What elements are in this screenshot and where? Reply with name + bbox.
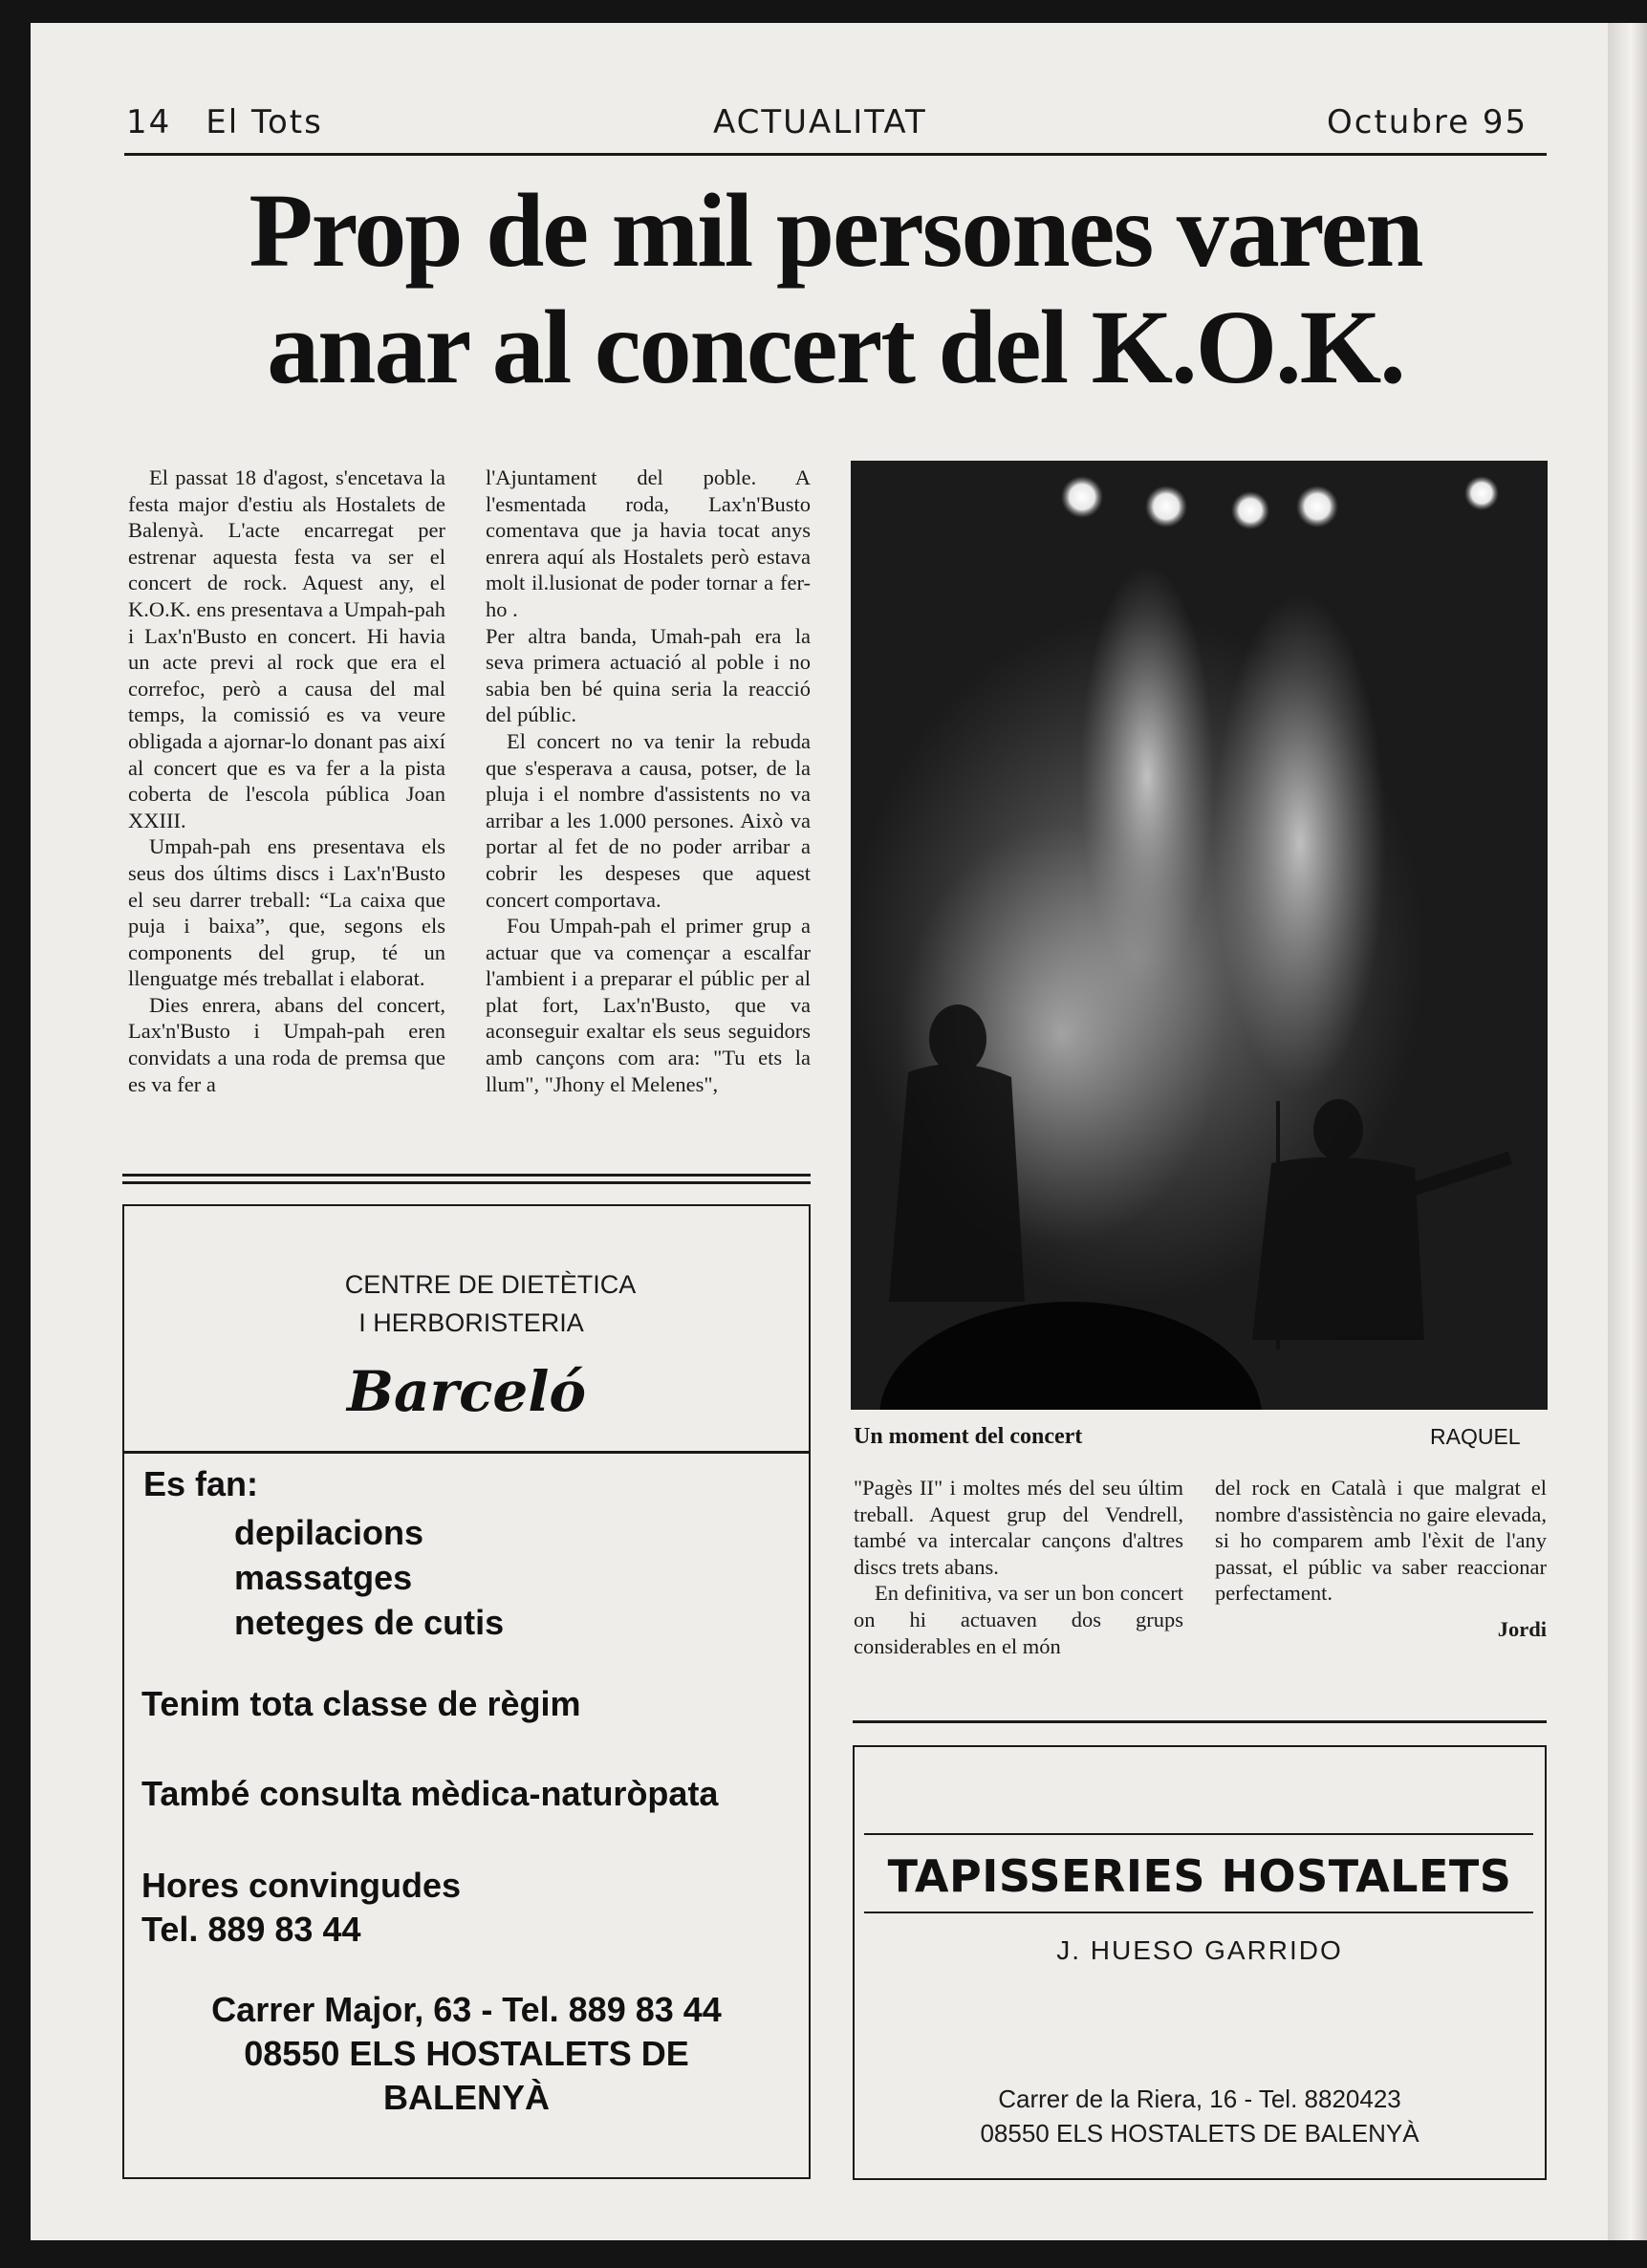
page-number: 14 [126, 103, 172, 141]
photo-credit: RAQUEL [1430, 1424, 1521, 1449]
tapisseries-advertisement [853, 1745, 1547, 2180]
issue-date: Octubre 95 [1327, 103, 1528, 141]
ad-brand-logo: Barceló [346, 1359, 587, 1424]
ad-divider [124, 1451, 809, 1454]
publication-name: El Tots [206, 103, 323, 141]
next-page-edge [1608, 23, 1647, 2240]
ad-address-line-1: Carrer de la Riera, 16 - Tel. 8820423 [998, 2084, 1401, 2113]
paragraph: En definitiva, va ser un bon concert on hi actuaven dos grups considerables en el món [854, 1581, 1183, 1658]
headline-line-2: anar al concert del K.O.K. [267, 289, 1404, 405]
paragraph: Fou Umpah-pah el primer grup a actuar que va començar a escalfar l'ambient i a preparar el públic per al plat fort, Lax'n'Busto, que va aconseguir exaltar els seus seguidors amb cançons com ara: "Tu ets la llum", "Jhony el Melenes", [486, 914, 811, 1096]
ad-service-item: massatges [234, 1558, 413, 1597]
article-headline [124, 172, 1547, 405]
article-column-4 [1215, 1475, 1547, 1643]
paragraph: El passat 18 d'agost, s'encetava la festa major d'estiu als Hostalets de Balenyà. L'acte encarregat per estrenar aquesta festa va ser el concert de rock. Aquest any, el K.O.K. ens presentava a Umpah-pah i Lax'n'Busto en concert. Hi havia un acte previ al rock que era el correfoc, però a causa del mal temps, la comissió es va veure obligada a ajornar-lo donant pas així al concert que es va fer a la pista coberta de l'escola pública Joan XXIII. [128, 465, 445, 832]
ad-heading-line-2: I HERBORISTERIA [358, 1308, 584, 1337]
ad-regim: Tenim tota classe de règim [141, 1684, 581, 1723]
ad-company-name: TAPISSERIES HOSTALETS [887, 1850, 1512, 1902]
paragraph: del rock en Català i que malgrat el nombre d'assistència no gaire elevada, si ho comparem amb l'èxit de l'any passat, el públic va saber reaccionar perfectament. [1215, 1476, 1547, 1606]
ad-consulta: També consulta mèdica-naturòpata [141, 1774, 719, 1813]
ad-address [855, 2082, 1545, 2150]
ad-heading [124, 1265, 809, 1342]
ad-address [124, 1988, 809, 2120]
ad-service-item: neteges de cutis [234, 1603, 505, 1642]
article-column-2 [486, 464, 811, 1097]
ad-address-line-2: 08550 ELS HOSTALETS DE [244, 2034, 689, 2073]
ad-phone: Tel. 889 83 44 [141, 1910, 361, 1949]
header-rule [124, 153, 1547, 156]
paragraph: El concert no va tenir la rebuda que s'esperava a causa, potser, de la pluja i el nombre d'assistents no va arribar a les 1.000 persones. Això va portar al fet de no poder arribar a cobrir les despeses que aquest concert comportava. [486, 728, 811, 912]
article-author: Jordi [1497, 1616, 1547, 1641]
ad-services-list [234, 1510, 504, 1645]
paragraph: Dies enrera, abans del concert, Lax'n'Busto i Umpah-pah eren convidats a una roda de premsa que es va fer a [128, 992, 445, 1096]
ad-heading-line-1: CENTRE DE DIETÈTICA [344, 1270, 637, 1299]
concert-photo-image [851, 461, 1548, 1410]
ad-es-fan: Es fan: [143, 1464, 259, 1503]
paragraph: "Pagès II" i moltes més del seu últim treball. Aquest grup del Vendrell, també va intercalar cançons d'altres discs trets abans. [854, 1476, 1183, 1579]
dietetica-advertisement [122, 1204, 811, 2179]
ad-hours [141, 1864, 461, 1952]
ad-divider [864, 1833, 1533, 1835]
ad-service-item: depilacions [234, 1513, 424, 1552]
column-rule [122, 1174, 811, 1177]
concert-photo [851, 461, 1548, 1410]
section-label: ACTUALITAT [713, 103, 927, 141]
page-header-left [126, 103, 323, 141]
headline-line-1: Prop de mil persones varen [249, 172, 1422, 289]
column-rule [122, 1181, 811, 1184]
ad-address-line-1: Carrer Major, 63 - Tel. 889 83 44 [211, 1990, 722, 2029]
ad-address-line-2: 08550 ELS HOSTALETS DE BALENYÀ [980, 2119, 1419, 2148]
photo-caption: Un moment del concert [854, 1424, 1083, 1449]
column-rule [853, 1720, 1547, 1723]
ad-hours-text: Hores convingudes [141, 1866, 462, 1905]
ad-divider [864, 1912, 1533, 1913]
article-column-3 [854, 1475, 1183, 1659]
ad-address-line-3: BALENYÀ [382, 2078, 550, 2117]
article-column-1 [128, 464, 445, 1097]
ad-owner: J. HUESO GARRIDO [1056, 1935, 1343, 1965]
paragraph: Per altra banda, Umah-pah era la seva primera actuació al poble i no sabia ben bé quina seria la reacció del públic. [486, 623, 811, 727]
paragraph: l'Ajuntament del poble. A l'esmentada roda, Lax'n'Busto comentava que ja havia tocat anys enrera aquí als Hostalets però estava molt il.lusionat de poder tornar a fer-ho . [486, 465, 811, 621]
paragraph: Umpah-pah ens presentava els seus dos últims discs i Lax'n'Busto el seu darrer treball: “La caixa que puja i baixa”, que, segons els components del grup, té un llenguatge més treballat i elaborat. [128, 834, 445, 991]
